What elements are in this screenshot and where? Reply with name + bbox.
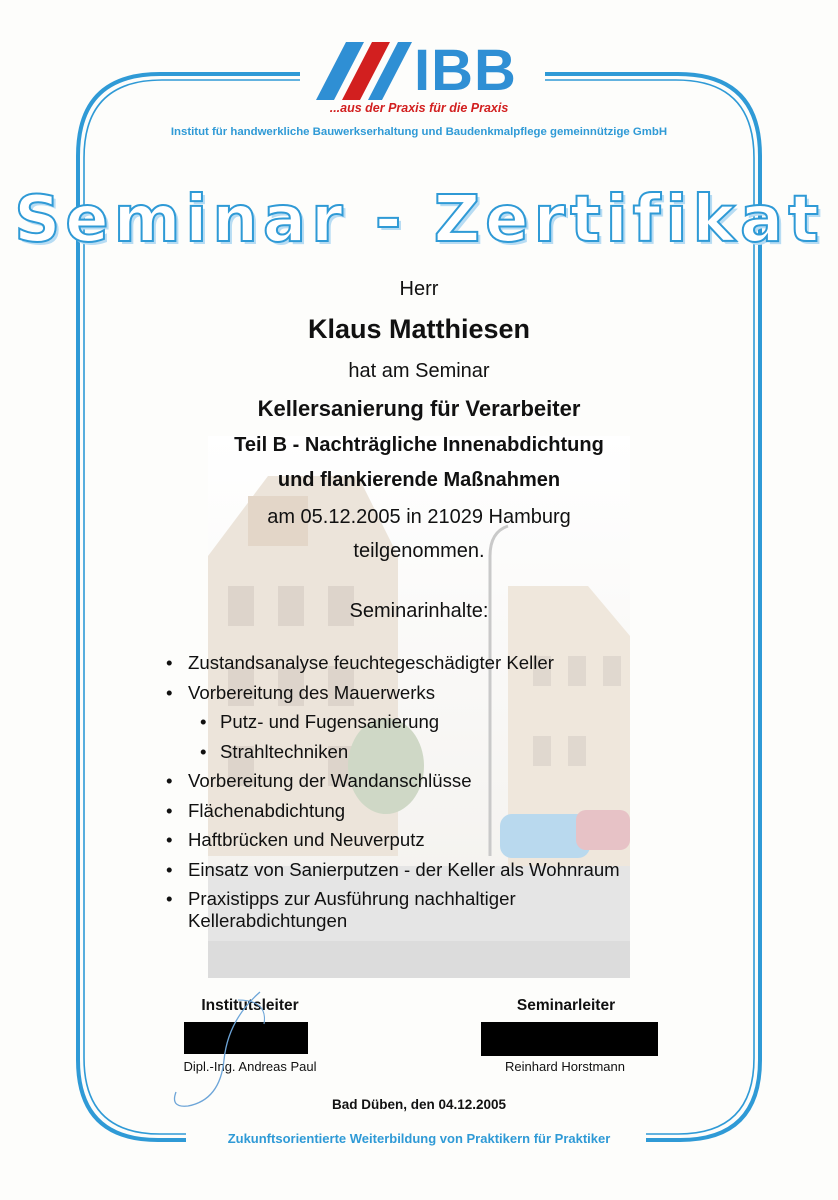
list-item: • Strahltechniken <box>200 740 349 762</box>
salutation: Herr <box>399 278 439 300</box>
seminar-head-label: Seminarleiter <box>516 997 616 1014</box>
seminar-part-line2: und flankierende Maßnahmen <box>277 469 561 491</box>
redacted-signature <box>481 1022 658 1056</box>
list-item: • Vorbereitung des Mauerwerks <box>166 681 436 703</box>
contents-heading: Seminarinhalte: <box>349 600 489 622</box>
intro-text: hat am Seminar <box>348 360 490 382</box>
list-item: • Haftbrücken und Neuverputz <box>166 829 425 850</box>
list-item: • Flächenabdichtung <box>166 799 346 821</box>
list-item: • Zustandsanalyse feuchtegeschädigter Keller <box>166 652 554 673</box>
institute-name: Institut für handwerkliche Bauwerkserhaltung und Baudenkmalpflege gemeinnützige GmbH <box>170 126 668 138</box>
certificate-title: Seminar - Zertifikat <box>14 183 824 257</box>
institute-head-name: Dipl.-Ing. Andreas Paul <box>183 1059 317 1074</box>
seminar-date-place: am 05.12.2005 in 21029 Hamburg <box>267 506 571 528</box>
footer-slogan: Zukunftsorientierte Weiterbildung von Praktikern für Praktiker <box>227 1131 611 1146</box>
recipient-name: Klaus Matthiesen <box>307 314 531 344</box>
logo-stripes-icon <box>316 42 416 100</box>
list-item: • Praxistipps zur Ausführung nachhaltiger Kellerabdichtungen <box>166 888 516 931</box>
seminar-part: Teil B - Nachträgliche Innenabdichtung <box>234 434 604 456</box>
ibb-logo <box>316 38 526 103</box>
list-item: • Putz- und Fugensanierung <box>200 711 440 732</box>
seminar-title: Kellersanierung für Verarbeiter <box>257 396 581 421</box>
topics-list <box>164 648 684 932</box>
list-item: • Einsatz von Sanierputzen - der Keller als Wohnraum <box>166 858 620 880</box>
list-item: • Vorbereitung der Wandanschlüsse <box>166 770 472 791</box>
institute-head-label: Institutsleiter <box>201 997 299 1014</box>
tagline: ...aus der Praxis für die Praxis <box>329 101 509 115</box>
place-date: Bad Düben, den 04.12.2005 <box>331 1097 507 1112</box>
seminar-head-name: Reinhard Horstmann <box>505 1059 625 1074</box>
logo-text: IBB <box>414 38 517 103</box>
participated-text: teilgenommen. <box>353 540 485 562</box>
